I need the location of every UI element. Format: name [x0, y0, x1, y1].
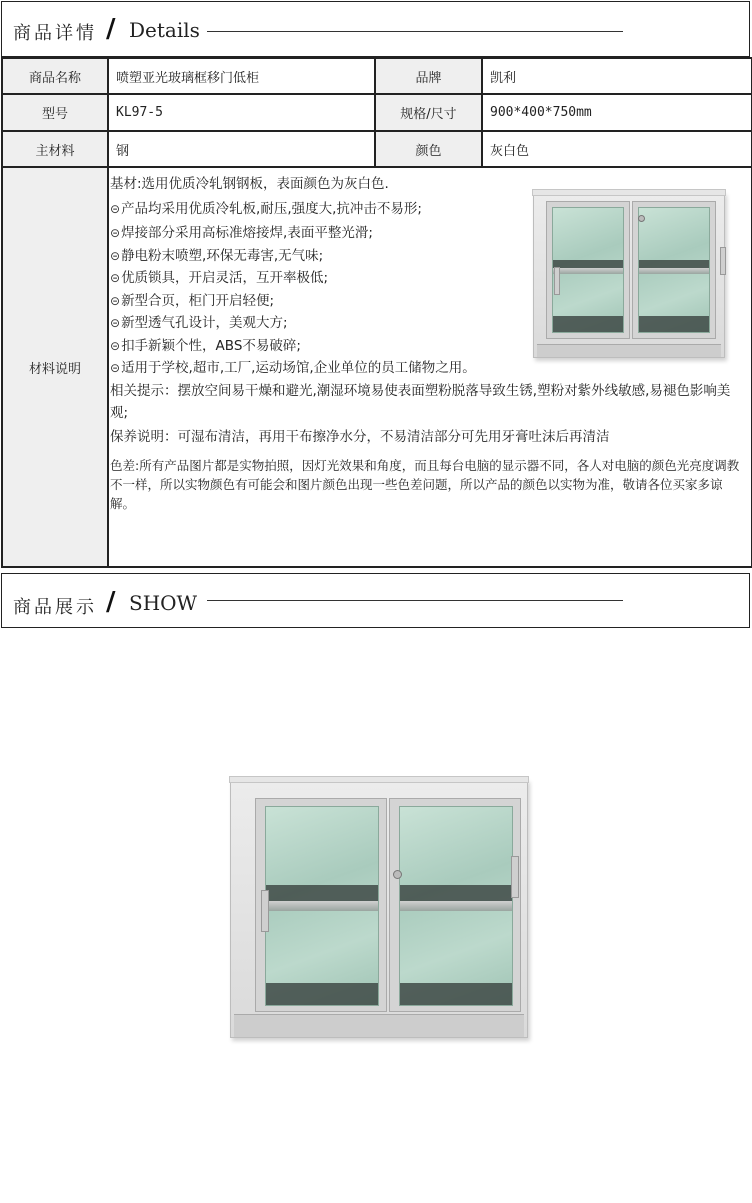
label-product-name: 商品名称	[2, 58, 108, 94]
feature-item: ⊝焊接部分采用高标准熔接焊,表面平整光滑;	[110, 225, 373, 241]
feature-item: ⊝扣手新颖个性，ABS不易破碎;	[110, 337, 301, 354]
bullet-icon: ⊝	[110, 201, 121, 216]
show-title-en: SHOW	[129, 591, 198, 615]
details-title-cn: 商品详情	[13, 23, 97, 44]
details-title-en: Details	[129, 18, 200, 42]
feature-item: ⊝新型合页，柜门开启轻便;	[110, 292, 275, 309]
material-base: 基材:选用优质冷轧钢钢板，表面颜色为灰白色.	[110, 176, 389, 192]
label-material-description: 材料说明	[2, 167, 108, 567]
cabinet-product-image	[230, 779, 528, 1038]
spec-row-material	[2, 131, 752, 167]
material-description-cell	[108, 167, 752, 567]
bullet-icon: ⊝	[110, 338, 121, 353]
label-color: 颜色	[375, 131, 482, 167]
label-brand: 品牌	[375, 58, 482, 94]
label-material: 主材料	[2, 131, 108, 167]
details-section-header	[1, 1, 750, 57]
value-material: 钢	[108, 131, 375, 167]
bullet-icon: ⊝	[110, 226, 121, 240]
value-brand: 凯利	[482, 58, 752, 94]
value-model: KL97-5	[108, 94, 375, 131]
value-product-name: 喷塑亚光玻璃框移门低柜	[108, 58, 375, 94]
feature-item: ⊝产品均采用优质冷轧板,耐压,强度大,抗冲击不易形;	[110, 200, 422, 217]
feature-item: ⊝优质锁具，开启灵活，互开率极低;	[110, 270, 329, 286]
spec-table	[1, 57, 752, 568]
bullet-icon: ⊝	[110, 361, 121, 375]
value-color: 灰白色	[482, 131, 752, 167]
label-model: 型号	[2, 94, 108, 131]
care-instructions: 保养说明：可湿布清洁，再用干布擦净水分，不易清洁部分可先用牙膏吐沫后再清洁	[110, 428, 610, 445]
value-size: 900*400*750mm	[482, 94, 752, 131]
bullet-icon: ⊝	[110, 316, 121, 330]
label-size: 规格/尺寸	[375, 94, 482, 131]
spec-row-description	[2, 167, 752, 567]
show-title-slash: /	[106, 587, 116, 617]
details-header-rule	[207, 31, 623, 32]
spec-row-model	[2, 94, 752, 131]
feature-item: ⊝静电粉末喷塑,环保无毒害,无气味;	[110, 247, 324, 264]
material-description	[109, 168, 751, 566]
color-difference-note: 色差:所有产品图片都是实物拍照，因灯光效果和角度，而且每台电脑的显示器不同，各人对电脑的颜色光亮度调教不一样，所以实物颜色有可能会和图片颜色出现一些色差问题，所以产品的颜色以实物为准，敬请各位买家多谅解。	[110, 458, 740, 511]
show-title-cn: 商品展示	[13, 597, 97, 618]
show-section-header	[1, 573, 750, 628]
feature-item: ⊝适用于学校,超市,工厂,运动场馆,企业单位的员工储物之用。	[110, 360, 476, 376]
cabinet-thumbnail-image	[533, 192, 725, 358]
bullet-icon: ⊝	[110, 293, 121, 308]
spec-row-name	[2, 58, 752, 94]
bullet-icon: ⊝	[110, 248, 121, 263]
bullet-icon: ⊝	[110, 271, 121, 285]
feature-item: ⊝新型透气孔设计，美观大方;	[110, 315, 288, 331]
details-title-slash: /	[106, 14, 116, 44]
related-tips: 相关提示：摆放空间易干燥和避光,潮湿环境易使表面塑粉脱落导致生锈,塑粉对紫外线敏感,易褪色影响美观;	[110, 382, 731, 421]
show-header-rule	[207, 600, 623, 601]
